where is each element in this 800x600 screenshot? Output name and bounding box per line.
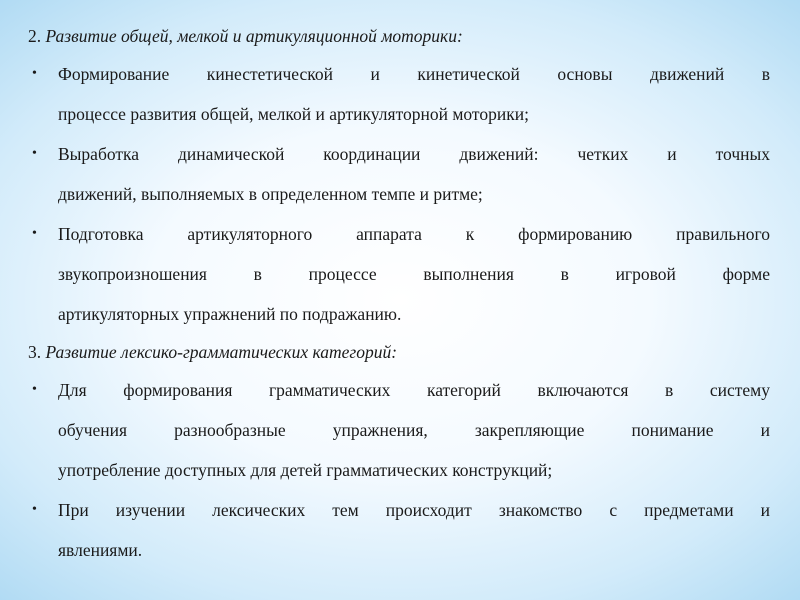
- list-item-line: артикуляторных упражнений по подражанию.: [58, 304, 402, 324]
- bullet-icon: •: [32, 226, 37, 241]
- list-item-line: процессе развития общей, мелкой и артикуляторной моторики;: [58, 104, 529, 124]
- section-number: 2.: [28, 26, 42, 46]
- section-heading-2: [28, 18, 770, 54]
- list-item-line: движений, выполняемых в определенном темпе и ритме;: [58, 184, 483, 204]
- list-item-line: обучения разнообразные упражнения, закрепляющие понимание и: [58, 420, 770, 440]
- section-number: 3.: [28, 342, 42, 362]
- bullet-icon: •: [32, 382, 37, 397]
- section-title: Развитие лексико-грамматических категорий:: [45, 342, 398, 362]
- list-item: [28, 490, 770, 570]
- list-item-line: Выработка динамической координации движений: четких и точных: [58, 144, 770, 164]
- section-heading-3: [28, 334, 770, 370]
- bullet-icon: •: [32, 502, 37, 517]
- list-item-line: Для формирования грамматических категорий включаются в систему: [58, 380, 770, 400]
- list-item-line: явлениями.: [58, 540, 143, 560]
- list-item-line: употребление доступных для детей грамматических конструкций;: [58, 460, 553, 480]
- list-item: [28, 370, 770, 490]
- list-item: [28, 214, 770, 334]
- list-item-line: звукопроизношения в процессе выполнения в игровой форме: [58, 264, 770, 284]
- slide-content: [28, 18, 770, 570]
- bullet-icon: •: [32, 66, 37, 81]
- list-item-line: Формирование кинестетической и кинетической основы движений в: [58, 64, 770, 84]
- section-title: Развитие общей, мелкой и артикуляционной моторики:: [45, 26, 463, 46]
- list-item-line: Подготовка артикуляторного аппарата к формированию правильного: [58, 224, 770, 244]
- list-item-line: При изучении лексических тем происходит знакомство с предметами и: [58, 500, 770, 520]
- list-item: [28, 54, 770, 134]
- bullet-icon: •: [32, 146, 37, 161]
- list-item: [28, 134, 770, 214]
